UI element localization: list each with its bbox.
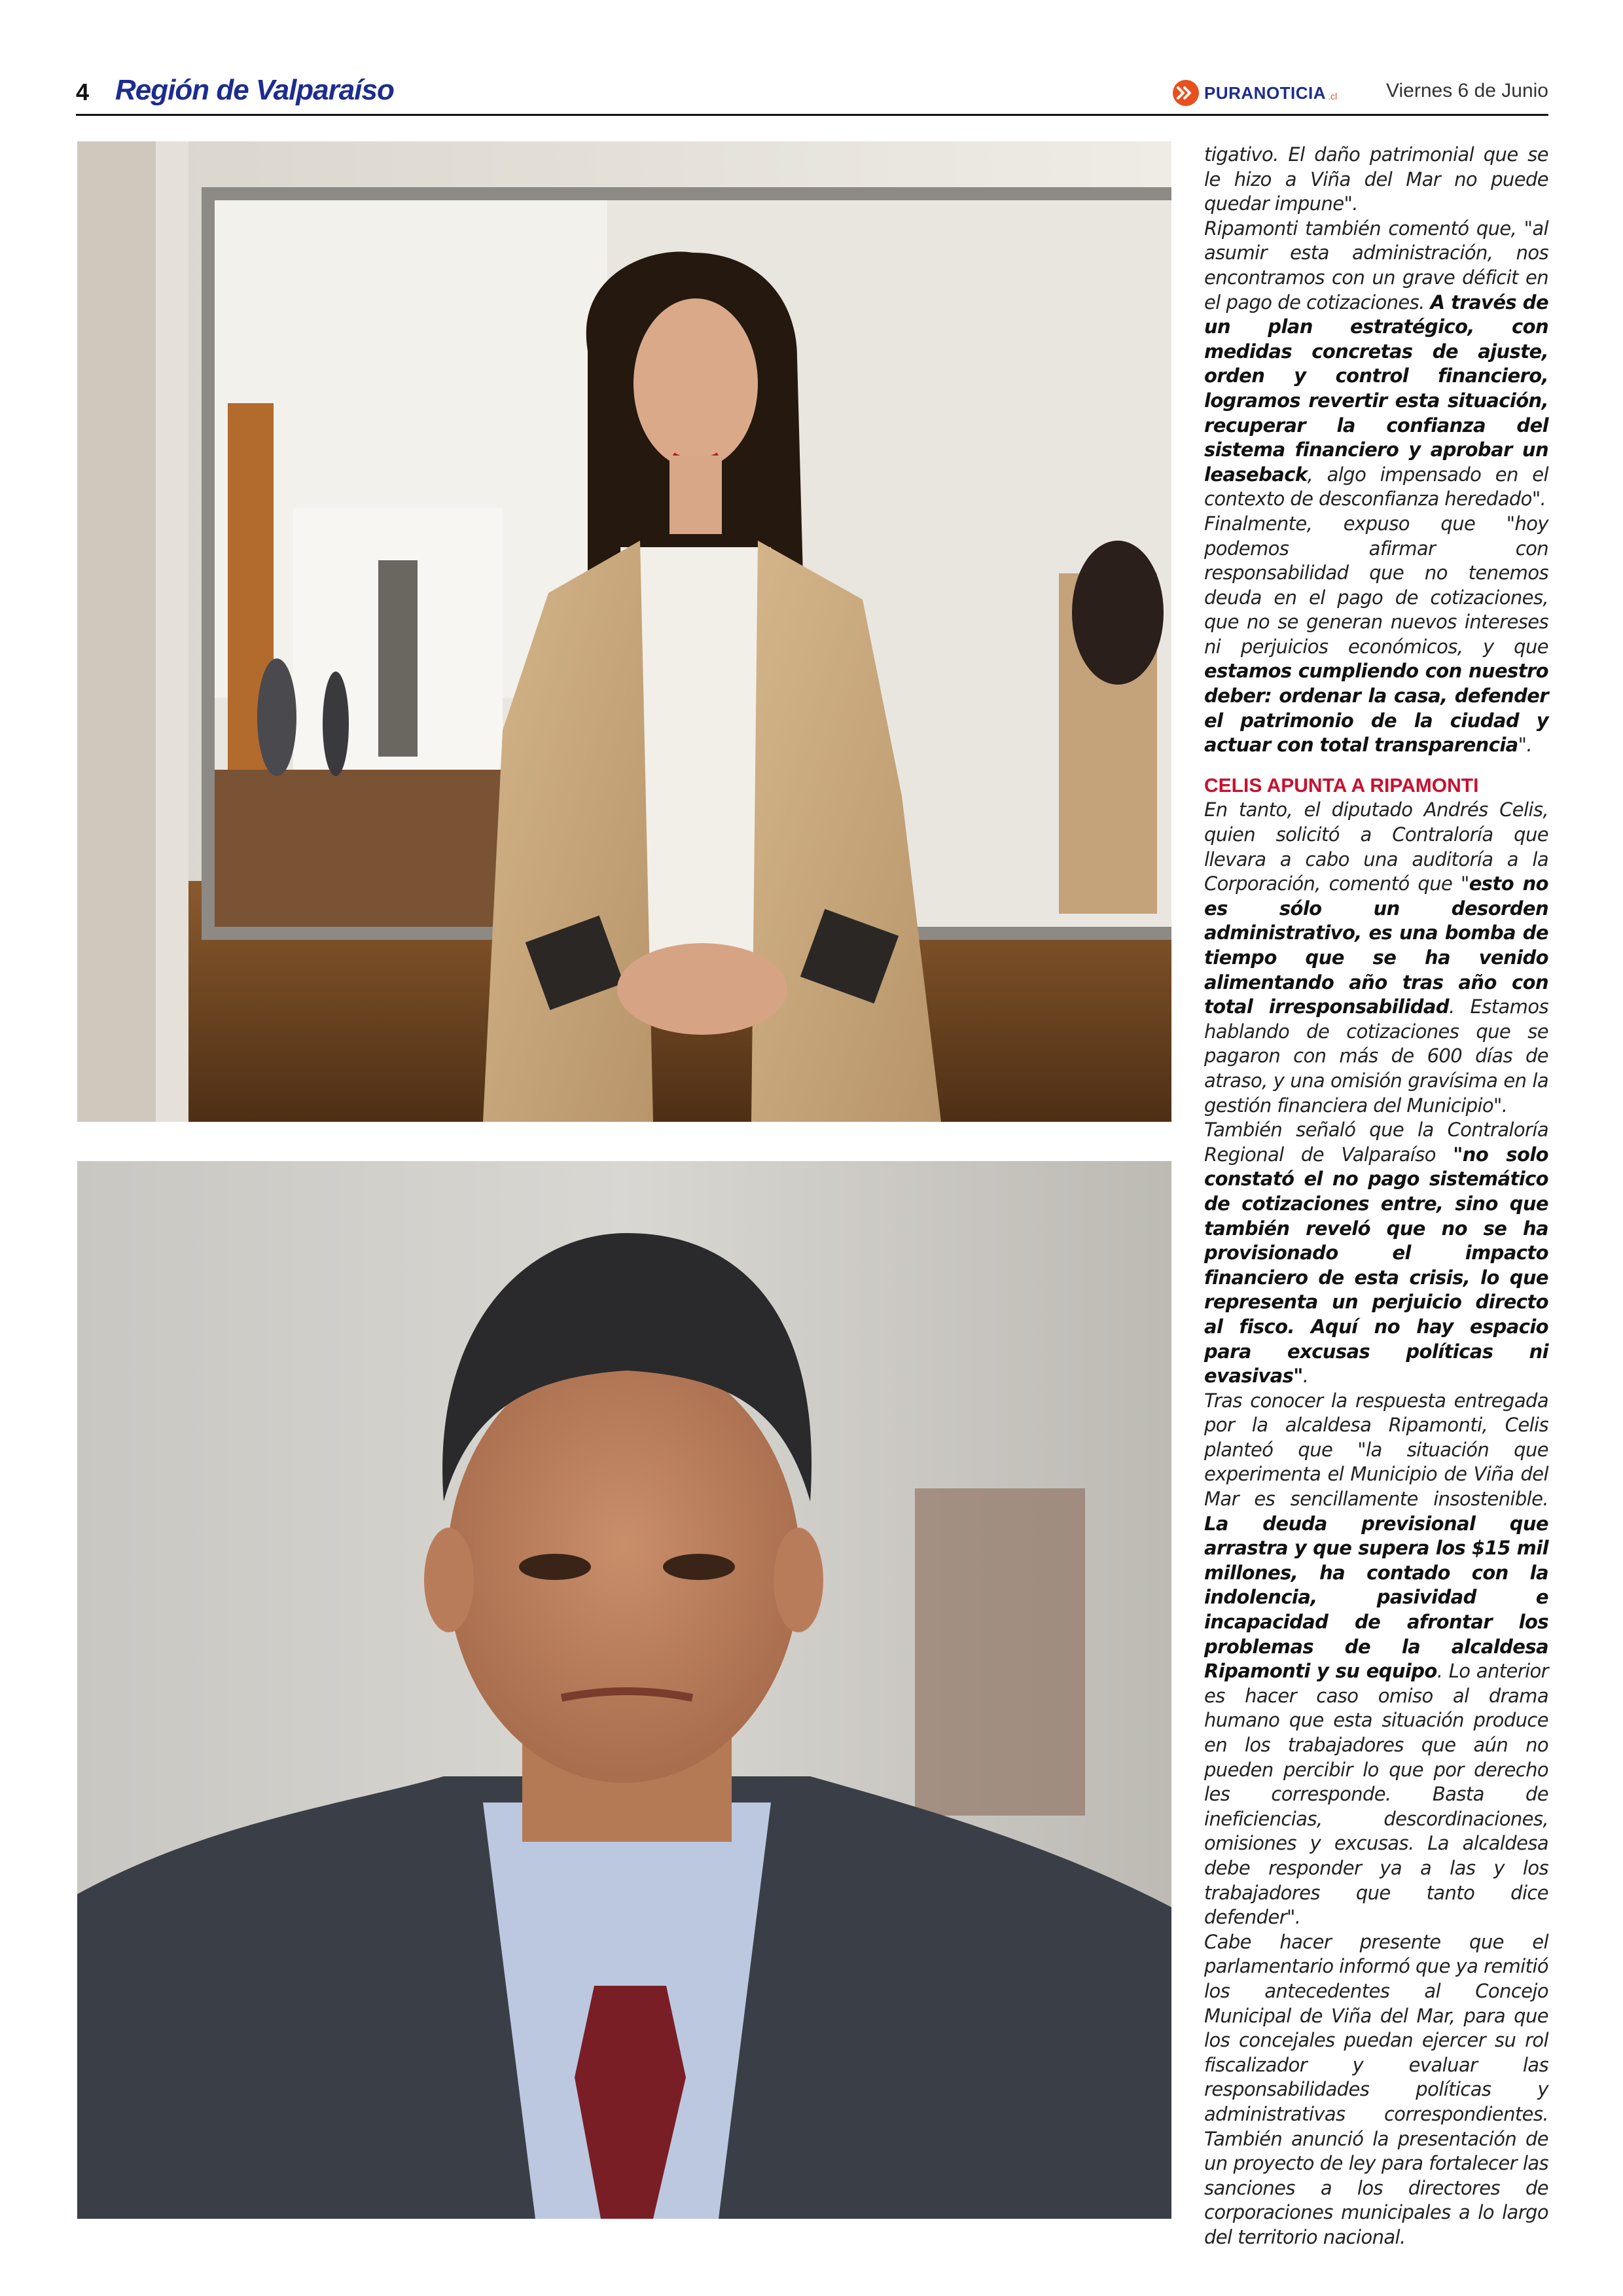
section-title: Región de Valparaíso [115, 74, 394, 106]
puranoticia-logo-icon [1173, 80, 1199, 106]
article-column [1204, 143, 1548, 2250]
issue-date: Viernes 6 de Junio [1386, 80, 1548, 101]
brand-name: PURANOTICIA [1204, 82, 1327, 103]
header-divider [76, 114, 1548, 116]
brand-logo [1173, 79, 1337, 107]
photo-man-in-suit [77, 1161, 1171, 2219]
article-paragraph: Ripamonti también comentó que, "al asumir esta administración, nos encontramos con un grave déficit en el pago de cotizaciones. A través de un plan estratégico, con medidas concretas de ajuste, orden y control financiero, logramos revertir esta situación, recuperar la confianza del sistema financiero y aprobar un leaseback, algo impensado en el contexto de desconfianza heredado". [1204, 217, 1549, 511]
article-paragraph: tigativo. El daño patrimonial que se le hizo a Viña del Mar no puede quedar impune". [1204, 143, 1548, 215]
article-paragraph: Cabe hacer presente que el parlamentario informó que ya remitió los antecedentes al Concejo Municipal de Viña del Mar, para que los concejales puedan ejercer su rol fiscalizador y evaluar las responsabilidades políticas y administrativas correspondientes. También anunció la presentación de un proyecto de ley para fortalecer las sanciones a los directores de corporaciones municipales a lo largo del territorio nacional. [1204, 1930, 1548, 2248]
article-paragraph: En tanto, el diputado Andrés Celis, quien solicitó a Contraloría que llevara a cabo una auditoría a la Corporación, comentó que "esto no es sólo un desorden administrativo, es una bomba de tiempo que se ha venido alimentando año tras año con total irresponsabilidad. Estamos hablando de cotizaciones que se pagaron con más de 600 días de atraso, y una omisión gravísima en la gestión financiera del Municipio". [1204, 798, 1548, 1117]
photo-woman-in-camel-coat [77, 141, 1171, 1122]
brand-suffix: .cl [1328, 91, 1338, 101]
article-paragraph: Tras conocer la respuesta entregada por la alcaldesa Ripamonti, Celis planteó que "la situación que experimenta el Municipio de Viña del Mar es sencillamente insostenible. La deuda previsional que arrastra y que supera los $15 mil millones, ha contado con la indolencia, pasividad e incapacidad de afrontar los problemas de la alcaldesa Ripamonti y su equipo. Lo anterior es hacer caso omiso al drama humano que esta situación produce en los trabajadores que aún no pueden percibir lo que por derecho les corresponde. Basta de ineficiencias, descordinaciones, omisiones y excusas. La alcaldesa debe responder ya a las y los trabajadores que tanto dice defender". [1204, 1389, 1549, 1929]
page-header [76, 71, 1548, 117]
page-number: 4 [76, 79, 90, 105]
article-subhead: CELIS APUNTA A RIPAMONTI [1204, 774, 1479, 797]
article-paragraph: Finalmente, expuso que "hoy podemos afirmar con responsabilidad que no tenemos deuda en el pago de cotizaciones, que no se generan nuevos intereses ni perjuicios económicos, y que estamos cumpliendo con nuestro deber: ordenar la casa, defender el patrimonio de la ciudad y actuar con total transparencia". [1204, 512, 1548, 757]
article-paragraph: También señaló que la Contraloría Regional de Valparaíso "no solo constató el no pago sistemático de cotizaciones entre, sino que también reveló que no se ha provisionado el impacto financiero de esta crisis, lo que representa un perjuicio directo al fisco. Aquí no hay espacio para excusas políticas ni evasivas". [1204, 1119, 1548, 1388]
